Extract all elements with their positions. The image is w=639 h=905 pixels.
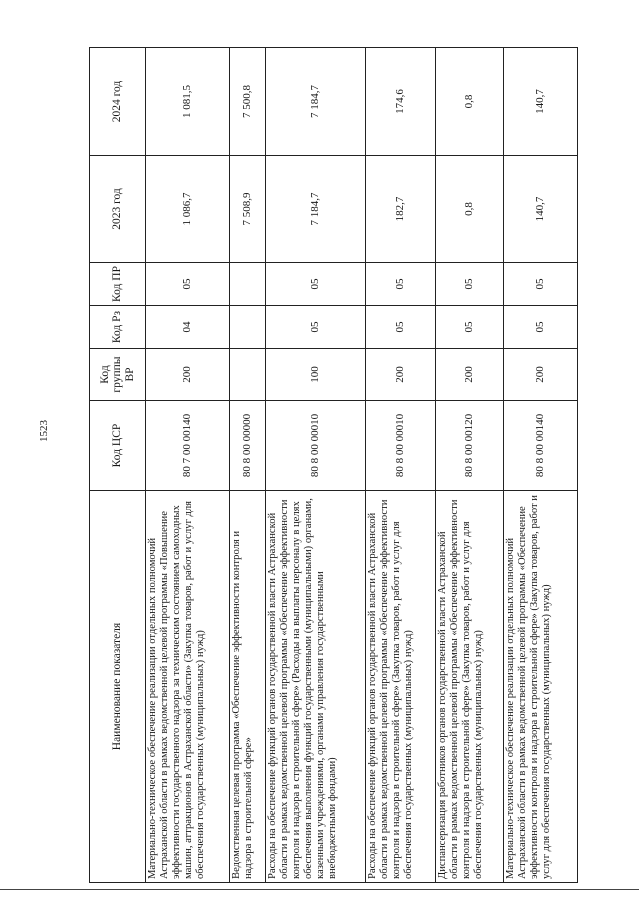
cell-rz: [230, 306, 266, 349]
header-pr: Код ПР: [90, 263, 146, 306]
cell-pr: 05: [504, 263, 578, 306]
cell-pr: 05: [436, 263, 504, 306]
cell-rz: 05: [266, 306, 366, 349]
cell-2023: 7 508,9: [230, 156, 266, 263]
cell-vr: 200: [366, 349, 436, 401]
cell-vr: 100: [266, 349, 366, 401]
header-csr: Код ЦСР: [90, 401, 146, 491]
cell-name: Материально-техническое обеспечение реализации отдельных полномочий Астраханской области в рамках ведомственной целевой программы «Обеспечение эффективности контроля и надзора в строительной сфере» (Закупка товаров, работ и услуг для обеспечения государственных (муниципальных) нужд): [504, 491, 578, 883]
cell-name: Материально-техническое обеспечение реализации отдельных полномочий Астраханской области в рамках ведомственной целевой программы «Повышение эффективности государственного надзора за техническим состоянием самоходных машин, аттракционов в Астраханской области» (Закупка товаров, работ и услуг для обеспечения государственных (муниципальных) нужд): [146, 491, 230, 883]
cell-2024: 1 081,5: [146, 48, 230, 156]
table-row: [366, 48, 436, 883]
header-vr: Код группы ВР: [90, 349, 146, 401]
page-number: 1523: [38, 420, 50, 442]
cell-vr: 200: [436, 349, 504, 401]
cell-vr: [230, 349, 266, 401]
cell-csr: 80 8 00 00010: [366, 401, 436, 491]
rotated-table-container: [89, 48, 557, 883]
cell-2024: 174,6: [366, 48, 436, 156]
cell-2023: 1 086,7: [146, 156, 230, 263]
cell-rz: 05: [504, 306, 578, 349]
cell-name: Диспансеризация работников органов государственной власти Астраханской области в рамках ведомственной целевой программы «Обеспечение эффективности контроля и надзора в строительной сфере» (Закупка товаров, работ и услуг для обеспечения государственных (муниципальных) нужд): [436, 491, 504, 883]
cell-2024: 140,7: [504, 48, 578, 156]
cell-2024: 7 184,7: [266, 48, 366, 156]
cell-2023: 7 184,7: [266, 156, 366, 263]
cell-name: Расходы на обеспечение функций органов государственной власти Астраханской области в рамках ведомственной целевой программы «Обеспечение эффективности контроля и надзора в строительной сфере» (Расходы на выплаты персоналу в целях обеспечения выполнения функций государственными (муниципальными) органами, казенными учреждениями, органами управления государственными внебюджетными фондами): [266, 491, 366, 883]
cell-2023: 0,8: [436, 156, 504, 263]
cell-rz: 05: [366, 306, 436, 349]
cell-pr: [230, 263, 266, 306]
table-row: [230, 48, 266, 883]
header-name: Наименование показателя: [90, 491, 146, 883]
cell-pr: 05: [146, 263, 230, 306]
header-2024: 2024 год: [90, 48, 146, 156]
table-row: [266, 48, 366, 883]
cell-rz: 05: [436, 306, 504, 349]
table-header-row: [90, 48, 146, 883]
budget-table: [89, 47, 578, 883]
cell-2024: 7 500,8: [230, 48, 266, 156]
cell-pr: 05: [366, 263, 436, 306]
header-rz: Код Рз: [90, 306, 146, 349]
cell-vr: 200: [146, 349, 230, 401]
bottom-rule: [0, 889, 639, 890]
cell-2024: 0,8: [436, 48, 504, 156]
table-row: [504, 48, 578, 883]
cell-pr: 05: [266, 263, 366, 306]
cell-csr: 80 8 00 00140: [504, 401, 578, 491]
cell-2023: 182,7: [366, 156, 436, 263]
cell-csr: 80 7 00 00140: [146, 401, 230, 491]
header-2023: 2023 год: [90, 156, 146, 263]
table-row: [146, 48, 230, 883]
cell-csr: 80 8 00 00000: [230, 401, 266, 491]
cell-vr: 200: [504, 349, 578, 401]
cell-rz: 04: [146, 306, 230, 349]
cell-csr: 80 8 00 00120: [436, 401, 504, 491]
cell-2023: 140,7: [504, 156, 578, 263]
cell-csr: 80 8 00 00010: [266, 401, 366, 491]
cell-name: Ведомственная целевая программа «Обеспечение эффективности контроля и надзора в строительной сфере»: [230, 491, 266, 883]
cell-name: Расходы на обеспечение функций органов государственной власти Астраханской области в рамках ведомственной целевой программы «Обеспечение эффективности контроля и надзора в строительной сфере» (Закупка товаров, работ и услуг для обеспечения государственных (муниципальных) нужд): [366, 491, 436, 883]
table-row: [436, 48, 504, 883]
